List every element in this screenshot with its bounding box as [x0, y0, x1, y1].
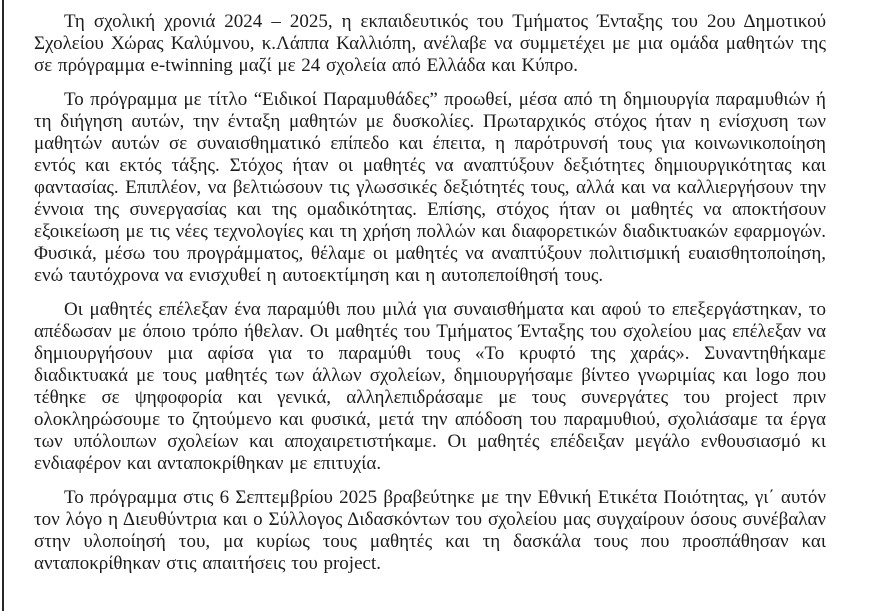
paragraph-program-goals: Το πρόγραμμα με τίτλο “Ειδικοί Παραμυθάδες” προωθεί, μέσα από τη δημιουργία παραμυθιών ή τη διήγηση αυτών, την ένταξη μαθητών με δυσκολίες. Πρωταρχικός στόχος ήταν η ενίσχυση των μαθητών αυτών σε συναισθηματικό επίπεδο και έπειτα, η παρότρυνσή τους για κοινωνικοποίηση εντός και εκτός τάξης. Στόχος ήταν οι μαθητές να αναπτύξουν δεξιότητες δημιουργικότητας και φαντασίας. Επιπλέον, να βελτιώσουν τις γλωσσικές δεξιότητές τους, αλλά και να καλλιεργήσουν την έννοια της συνεργασίας και της ομαδικότητας. Επίσης, στόχος ήταν οι μαθητές να αποκτήσουν εξοικείωση με τις νέες τεχνολογίες και τη χρήση πολλών και διαφορετικών διαδικτυακών εφαρμογών. Φυσικά, μέσω του προγράμματος, θέλαμε οι μαθητές να αναπτύξουν πολιτισμική ευαισθητοποίηση, ενώ ταυτόχρονα να ενισχυθεί η αυτοεκτίμηση και η αυτοπεποίθησή τους. — [34, 89, 826, 286]
paragraph-award: Το πρόγραμμα στις 6 Σεπτεμβρίου 2025 βραβεύτηκε με την Εθνική Ετικέτα Ποιότητας, γι΄ αυτόν τον λόγο η Διευθύντρια και ο Σύλλογος Διδασκόντων του σχολείου μας συγχαίρουν όσους συνέβαλαν στην υλοποίησή του, μα κυρίως τους μαθητές και τη δασκάλα τους που προσπάθησαν και ανταποκρίθηκαν στις απαιτήσεις του project. — [34, 487, 826, 574]
document-body — [34, 11, 826, 575]
page-left-border — [2, 0, 4, 611]
paragraph-activities: Οι μαθητές επέλεξαν ένα παραμύθι που μιλά για συναισθήματα και αφού το επεξεργάστηκαν, το απέδωσαν με όποιο τρόπο ήθελαν. Οι μαθητές του Τμήματος Ένταξης του σχολείου μας επέλεξαν να δημιουργήσουν μια αφίσα για το παραμύθι τους «Το κρυφτό της χαράς». Συναντηθήκαμε διαδικτυακά με τους μαθητές των άλλων σχολείων, δημιουργήσαμε βίντεο γνωριμίας και logo που τέθηκε σε ψηφοφορία και γενικά, αλληλεπιδράσαμε με τους συνεργάτες του project πριν ολοκληρώσουμε το ζητούμενο και φυσικά, μετά την απόδοση του παραμυθιού, σχολιάσαμε τα έργα των υπόλοιπων σχολείων και αποχαιρετιστήκαμε. Οι μαθητές επέδειξαν μεγάλο ενθουσιασμό κι ενδιαφέρον και ανταποκρίθηκαν με επιτυχία. — [34, 299, 826, 474]
paragraph-intro: Τη σχολική χρονιά 2024 – 2025, η εκπαιδευτικός του Τμήματος Ένταξης του 2ου Δημοτικού Σχολείου Χώρας Καλύμνου, κ.Λάππα Καλλιόπη, ανέλαβε να συμμετέχει με μια ομάδα μαθητών της σε πρόγραμμα e-twinning μαζί με 24 σχολεία από Ελλάδα και Κύπρο. — [34, 11, 826, 76]
